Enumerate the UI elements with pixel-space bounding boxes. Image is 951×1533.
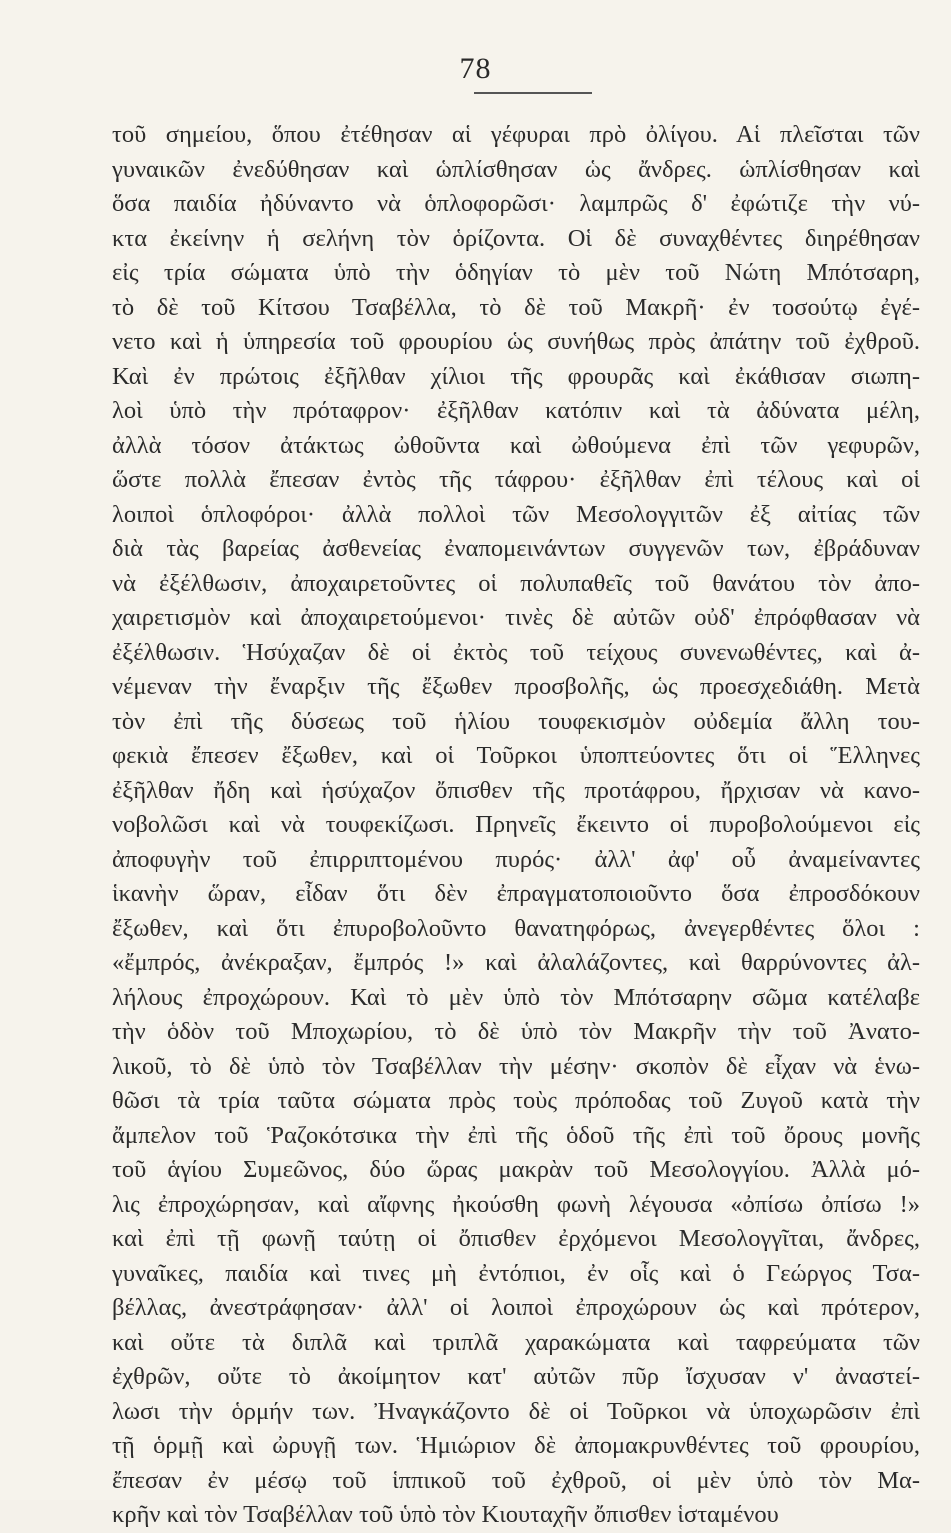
- text-line: ἐξέλθωσιν. Ἡσύχαζαν δὲ οἱ ἐκτὸς τοῦ τείχους συνενωθέντες, καὶ ἀ-: [112, 638, 920, 666]
- text-line: τῇ ὁρμῇ καὶ ὠρυγῇ των. Ἡμιώριον δὲ ἀπομακρυνθέντες τοῦ φρουρίου,: [112, 1432, 920, 1459]
- text-line: νὰ ἐξέλθωσιν, ἀποχαιρετοῦντες οἱ πολυπαθεῖς τοῦ θανάτου τὸν ἀπο-: [112, 569, 920, 597]
- text-line: νοβολῶσι καὶ νὰ τουφεκίζωσι. Πρηνεῖς ἔκειντο οἱ πυροβολούμενοι εἰς: [112, 811, 920, 838]
- text-line: βέλλας, ἀνεστράφησαν· ἀλλ' οἱ λοιποὶ ἐπροχώρουν ὡς καὶ πρότερον,: [112, 1294, 920, 1321]
- text-line: τὸ δὲ τοῦ Κίτσου Τσαβέλλα, τὸ δὲ τοῦ Μακρῆ· ἐν τοσούτῳ ἐγέ-: [112, 293, 920, 321]
- text-line: τοῦ σημείου, ὅπου ἐτέθησαν αἱ γέφυραι πρὸ ὀλίγου. Αἱ πλεῖσται τῶν: [112, 121, 920, 148]
- text-line: ὅσα παιδία ἠδύναντο νὰ ὁπλοφορῶσι· λαμπρῶς δ' ἐφώτιζε τὴν νύ-: [112, 190, 920, 217]
- text-line: λοιποὶ ὁπλοφόροι· ἀλλὰ πολλοὶ τῶν Μεσολογγιτῶν ἐξ αἰτίας τῶν: [112, 500, 920, 528]
- text-line: λοὶ ὑπὸ τὴν πρόταφρον· ἐξῆλθαν κατόπιν καὶ τὰ ἀδύνατα μέλη,: [112, 397, 920, 424]
- text-line: τὸν ἐπὶ τῆς δύσεως τοῦ ἡλίου τουφεκισμὸν οὐδεμία ἄλλη του-: [112, 707, 920, 735]
- text-line: τοῦ ἁγίου Συμεῶνος, δύο ὥρας μακρὰν τοῦ Μεσολογγίου. Ἀλλὰ μό-: [112, 1156, 920, 1183]
- text-line: λήλους ἐπροχώρουν. Καὶ τὸ μὲν ὑπὸ τὸν Μπότσαρην σῶμα κατέλαβε: [112, 983, 920, 1011]
- text-line: λωσι τὴν ὁρμήν των. Ἠναγκάζοντο δὲ οἱ Τοῦρκοι νὰ ὑποχωρῶσιν ἐπὶ: [112, 1397, 920, 1425]
- text-line: ἐξῆλθαν ἤδη καὶ ἡσύχαζον ὄπισθεν τῆς προτάφρου, ἤρχισαν νὰ κανο-: [112, 776, 920, 804]
- text-line: ἱκανὴν ὥραν, εἶδαν ὅτι δὲν ἐπραγματοποιοῦντο ὅσα ἐπροσδόκουν: [112, 880, 920, 907]
- page-number: 78: [459, 52, 492, 85]
- text-line: ἀλλὰ τόσον ἀτάκτως ὠθοῦντα καὶ ὠθούμενα ἐπὶ τῶν γεφυρῶν,: [112, 431, 920, 459]
- text-line: ἄμπελον τοῦ Ῥαζοκότσικα τὴν ἐπὶ τῆς ὁδοῦ τῆς ἐπὶ τοῦ ὄρους μονῆς: [112, 1121, 920, 1149]
- text-line: καὶ οὔτε τὰ διπλᾶ καὶ τριπλᾶ χαρακώματα καὶ ταφρεύματα τῶν: [112, 1328, 920, 1356]
- text-line: γυναικῶν ἐνεδύθησαν καὶ ὡπλίσθησαν ὡς ἄνδρες. ὡπλίσθησαν καὶ: [112, 155, 920, 183]
- text-line: «ἔμπρός, ἀνέκραξαν, ἔμπρός !» καὶ ἀλαλάζοντες, καὶ θαρρύνοντες ἀλ-: [112, 949, 920, 976]
- text-line: λις ἐπροχώρησαν, καὶ αἴφνης ἠκούσθη φωνὴ λέγουσα «ὀπίσω ὀπίσω !»: [112, 1190, 920, 1218]
- page-header: [0, 52, 951, 86]
- text-line: Καὶ ἐν πρώτοις ἐξῆλθαν χίλιοι τῆς φρουρᾶς καὶ ἐκάθισαν σιωπη-: [112, 362, 920, 390]
- text-line: φεκιὰ ἔπεσεν ἔξωθεν, καὶ οἱ Τοῦρκοι ὑποπτεύοντες ὅτι οἱ Ἕλληνες: [112, 742, 920, 769]
- text-line: ἔπεσαν ἐν μέσῳ τοῦ ἱππικοῦ τοῦ ἐχθροῦ, οἱ μὲν ὑπὸ τὸν Μα-: [112, 1466, 920, 1494]
- text-line: διὰ τὰς βαρείας ἀσθενείας ἐναπομεινάντων συγγενῶν των, ἐβράδυναν: [112, 535, 920, 562]
- text-line: ἔξωθεν, καὶ ὅτι ἐπυροβολοῦντο θανατηφόρως, ἀνεγερθέντες ὅλοι :: [112, 914, 920, 942]
- text-line: ὥστε πολλὰ ἔπεσαν ἐντὸς τῆς τάφρου· ἐξῆλθαν ἐπὶ τέλους καὶ οἱ: [112, 466, 920, 493]
- text-line: ἐχθρῶν, οὔτε τὸ ἀκοίμητον κατ' αὐτῶν πῦρ ἴσχυσαν ν' ἀναστεί-: [112, 1363, 920, 1390]
- header-rule: [474, 92, 592, 94]
- text-line: νετο καὶ ἡ ὑπηρεσία τοῦ φρουρίου ὡς συνήθως πρὸς ἀπάτην τοῦ ἐχθροῦ.: [112, 328, 920, 355]
- text-line: τὴν ὁδὸν τοῦ Μποχωρίου, τὸ δὲ ὑπὸ τὸν Μακρῆν τὴν τοῦ Ἀνατο-: [112, 1018, 920, 1045]
- text-line: χαιρετισμὸν καὶ ἀποχαιρετούμενοι· τινὲς δὲ αὐτῶν οὐδ' ἐπρόφθασαν νὰ: [112, 604, 920, 631]
- text-line: κτα ἐκείνην ἡ σελήνη τὸν ὁρίζοντα. Οἱ δὲ συναχθέντες διηρέθησαν: [112, 224, 920, 252]
- text-line: εἰς τρία σώματα ὑπὸ τὴν ὁδηγίαν τὸ μὲν τοῦ Νώτη Μπότσαρη,: [112, 259, 920, 286]
- text-line: γυναῖκες, παιδία καὶ τινες μὴ ἐντόπιοι, ἐν οἷς καὶ ὁ Γεώργος Τσα-: [112, 1259, 920, 1287]
- text-line: ἀποφυγὴν τοῦ ἐπιρριπτομένου πυρός· ἀλλ' ἀφ' οὗ ἀναμείναντες: [112, 845, 920, 873]
- text-line: θῶσι τὰ τρία ταῦτα σώματα πρὸς τοὺς πρόποδας τοῦ Ζυγοῦ κατὰ τὴν: [112, 1087, 920, 1114]
- text-line: λικοῦ, τὸ δὲ ὑπὸ τὸν Τσαβέλλαν τὴν μέσην· σκοπὸν δὲ εἶχαν νὰ ἑνω-: [112, 1052, 920, 1080]
- text-line: κρῆν καὶ τὸν Τσαβέλλαν τοῦ ὑπὸ τὸν Κιουταχῆν ὄπισθεν ἱσταμένου: [112, 1501, 779, 1528]
- body-text: [112, 118, 920, 1533]
- text-line: καὶ ἐπὶ τῇ φωνῇ ταύτῃ οἱ ὄπισθεν ἐρχόμενοι Μεσολογγῖται, ἄνδρες,: [112, 1225, 920, 1252]
- text-line: νέμεναν τὴν ἔναρξιν τῆς ἔξωθεν προσβολῆς, ὡς προεσχεδιάθη. Μετὰ: [112, 673, 920, 700]
